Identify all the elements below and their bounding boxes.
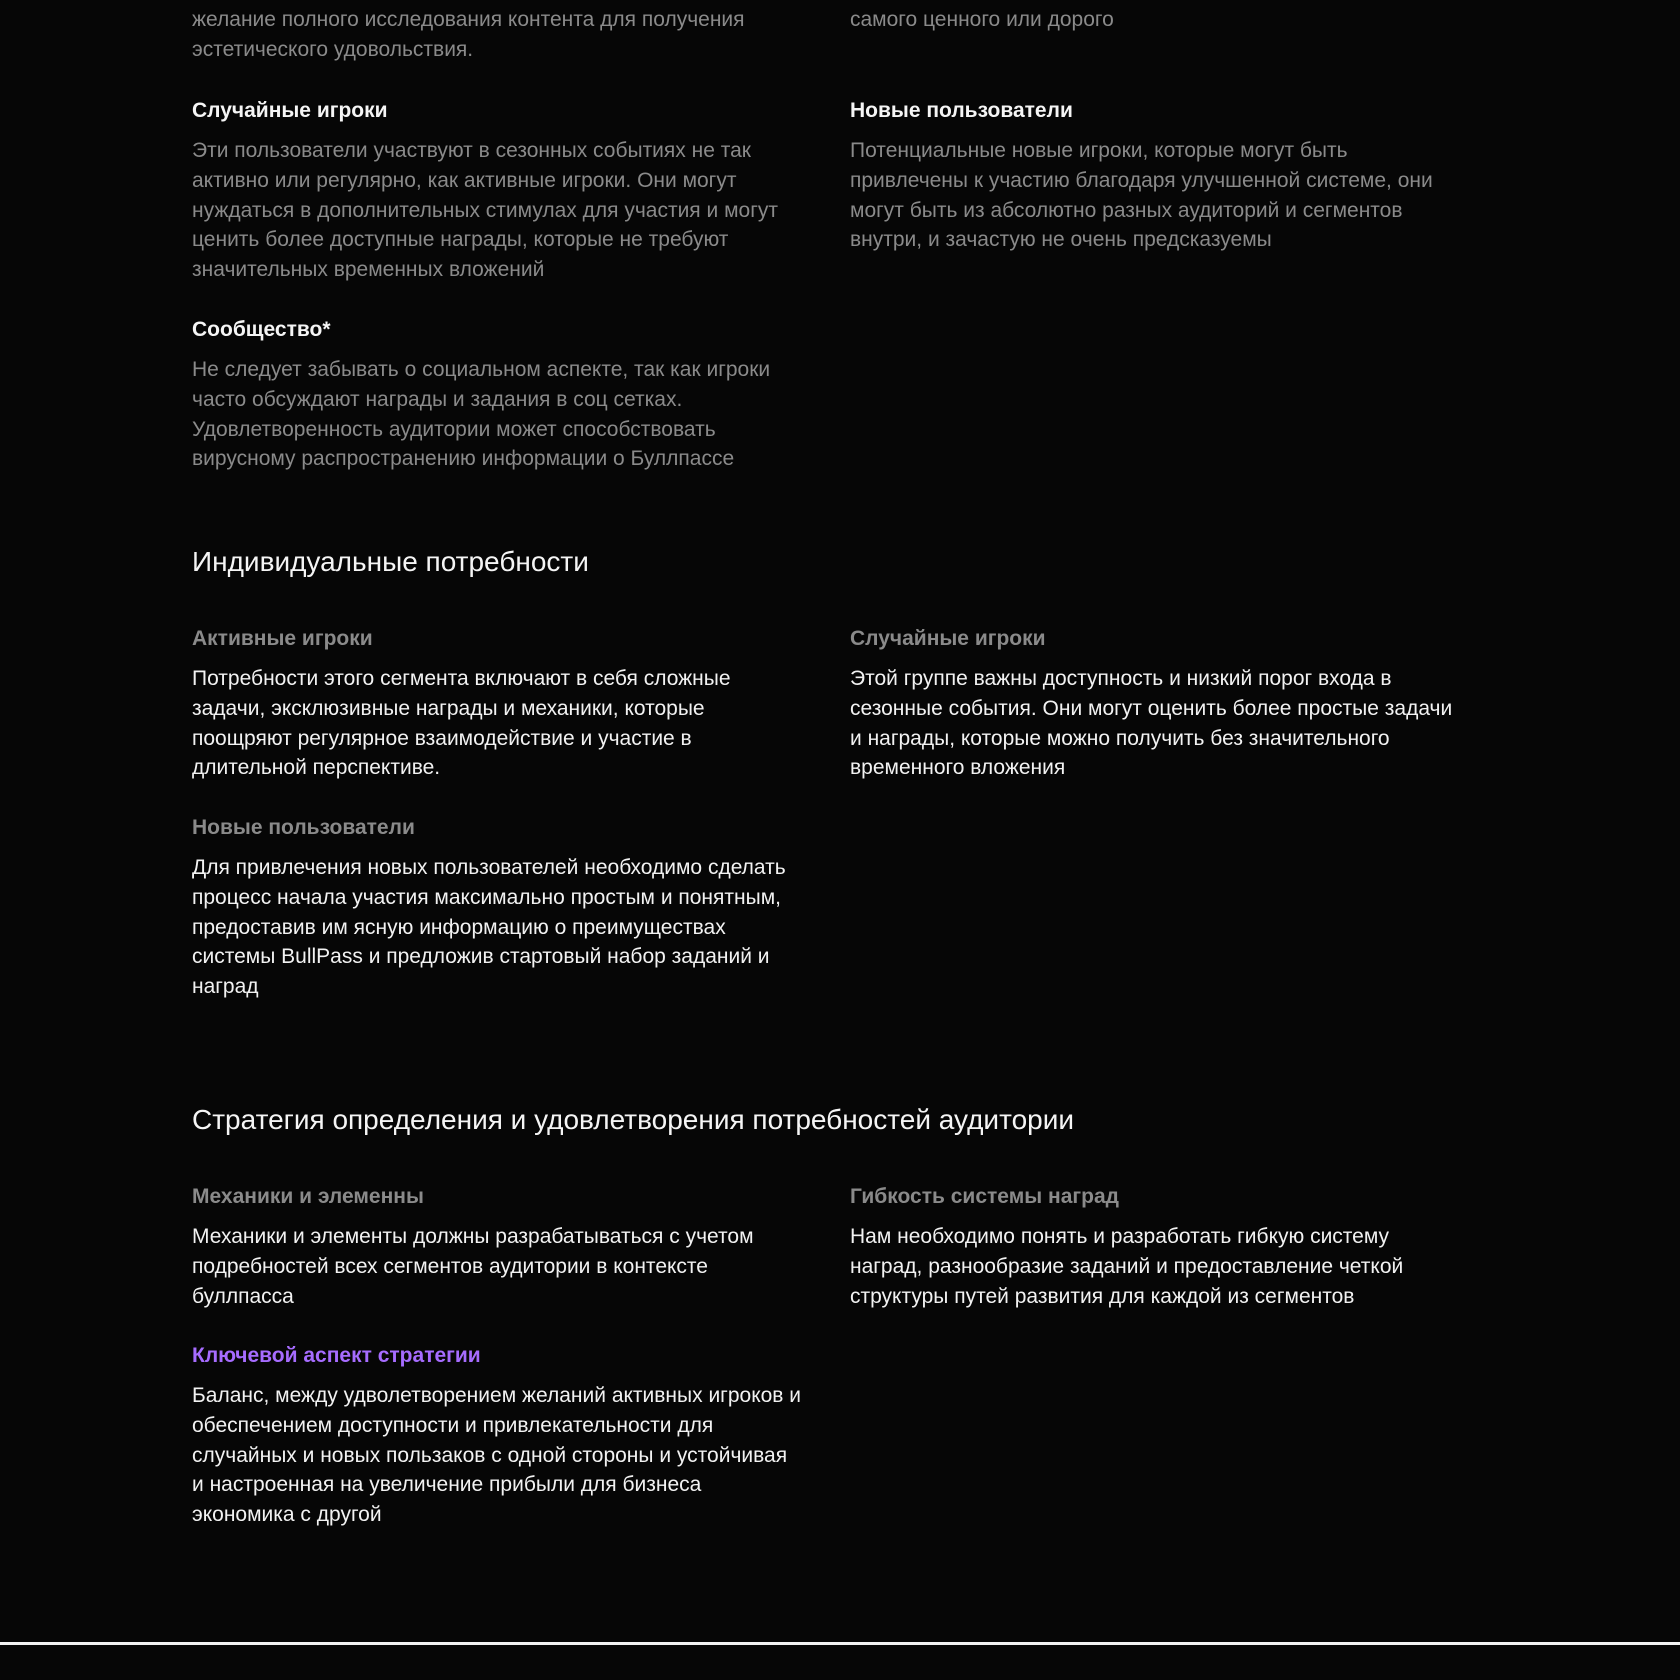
needs-new-users [192, 813, 802, 1002]
top-fragment-right [850, 5, 1460, 35]
needs-active-text: Потребности этого сегмента включают в себя сложные задачи, эксклюзивные награды и механики, которые поощряют регулярное взаимодействие и участие в длительной перспективе. [192, 667, 731, 780]
segment-community-text: Не следует забывать о социальном аспекте, так как игроки часто обсуждают награды и задания в соц сетках. Удовлетворенность аудитории может способствовать вирусному распространению информации о Буллпассе [192, 358, 771, 471]
segment-casual [192, 96, 802, 285]
needs-casual [850, 624, 1460, 783]
needs-casual-text: Этой группе важны доступность и низкий порог входа в сезонные события. Они могут оценить более простые задачи и награды, которые можно получить без значительного временного вложения [850, 667, 1453, 780]
segment-community-title: Сообщество* [192, 318, 331, 341]
strategy-flexibility-text: Нам необходимо понять и разработать гибкую систему наград, разнообразие заданий и предоставление четкой структуры путей развития для каждой из сегментов [850, 1225, 1404, 1308]
top-fragment-left [192, 5, 802, 65]
strategy-key-aspect-label: Ключевой аспект стратегии [192, 1344, 481, 1367]
needs-active [192, 624, 802, 783]
strategy-flexibility [850, 1182, 1460, 1311]
needs-active-label: Активные игроки [192, 627, 373, 650]
bottom-divider [0, 1642, 1680, 1645]
segment-new-users [850, 96, 1460, 255]
segment-community [192, 315, 802, 474]
segment-casual-text: Эти пользователи участвуют в сезонных событиях не так активно или регулярно, как активные игроки. Они могут нуждаться в дополнительных стимулах для участия и могут ценить более доступные награды, которые не требуют значительных временных вложений [192, 139, 778, 282]
strategy-mechanics-text: Механики и элементы должны разрабатываться с учетом подребностей всех сегментов аудитории в контексте буллпасса [192, 1225, 754, 1308]
segment-casual-title: Случайные игроки [192, 99, 388, 122]
top-fragment-right-text: самого ценного или дорого [850, 8, 1114, 31]
needs-casual-label: Случайные игроки [850, 627, 1046, 650]
strategy-mechanics [192, 1182, 802, 1311]
segment-new-users-title: Новые пользователи [850, 99, 1073, 122]
needs-new-users-text: Для привлечения новых пользователей необходимо сделать процесс начала участия максимально простым и понятным, предоставив им ясную информацию о преимуществах системы BullPass и предложив стартовый набор заданий и наград [192, 856, 786, 999]
strategy-key-aspect-text: Баланс, между удволетворением желаний активных игроков и обеспечением доступности и привлекательности для случайных и новых пользаков с одной стороны и устойчивая и настроенная на увеличение прибыли для бизнеса экономика с другой [192, 1384, 802, 1527]
segment-new-users-text: Потенциальные новые игроки, которые могут быть привлечены к участию благодаря улучшенной системе, они могут быть из абсолютно разных аудиторий и сегментов внутри, и зачастую не очень предсказуемы [850, 139, 1433, 252]
needs-heading: Индивидуальные потребности [192, 546, 589, 577]
top-fragment-left-text: желание полного исследования контента для получения эстетического удовольствия. [192, 8, 745, 61]
strategy-mechanics-label: Механики и элеменны [192, 1185, 424, 1208]
strategy-key-aspect [192, 1341, 802, 1530]
needs-new-users-label: Новые пользователи [192, 816, 415, 839]
strategy-heading: Стратегия определения и удовлетворения потребностей аудитории [192, 1104, 1074, 1135]
strategy-flexibility-label: Гибкость системы наград [850, 1185, 1119, 1208]
